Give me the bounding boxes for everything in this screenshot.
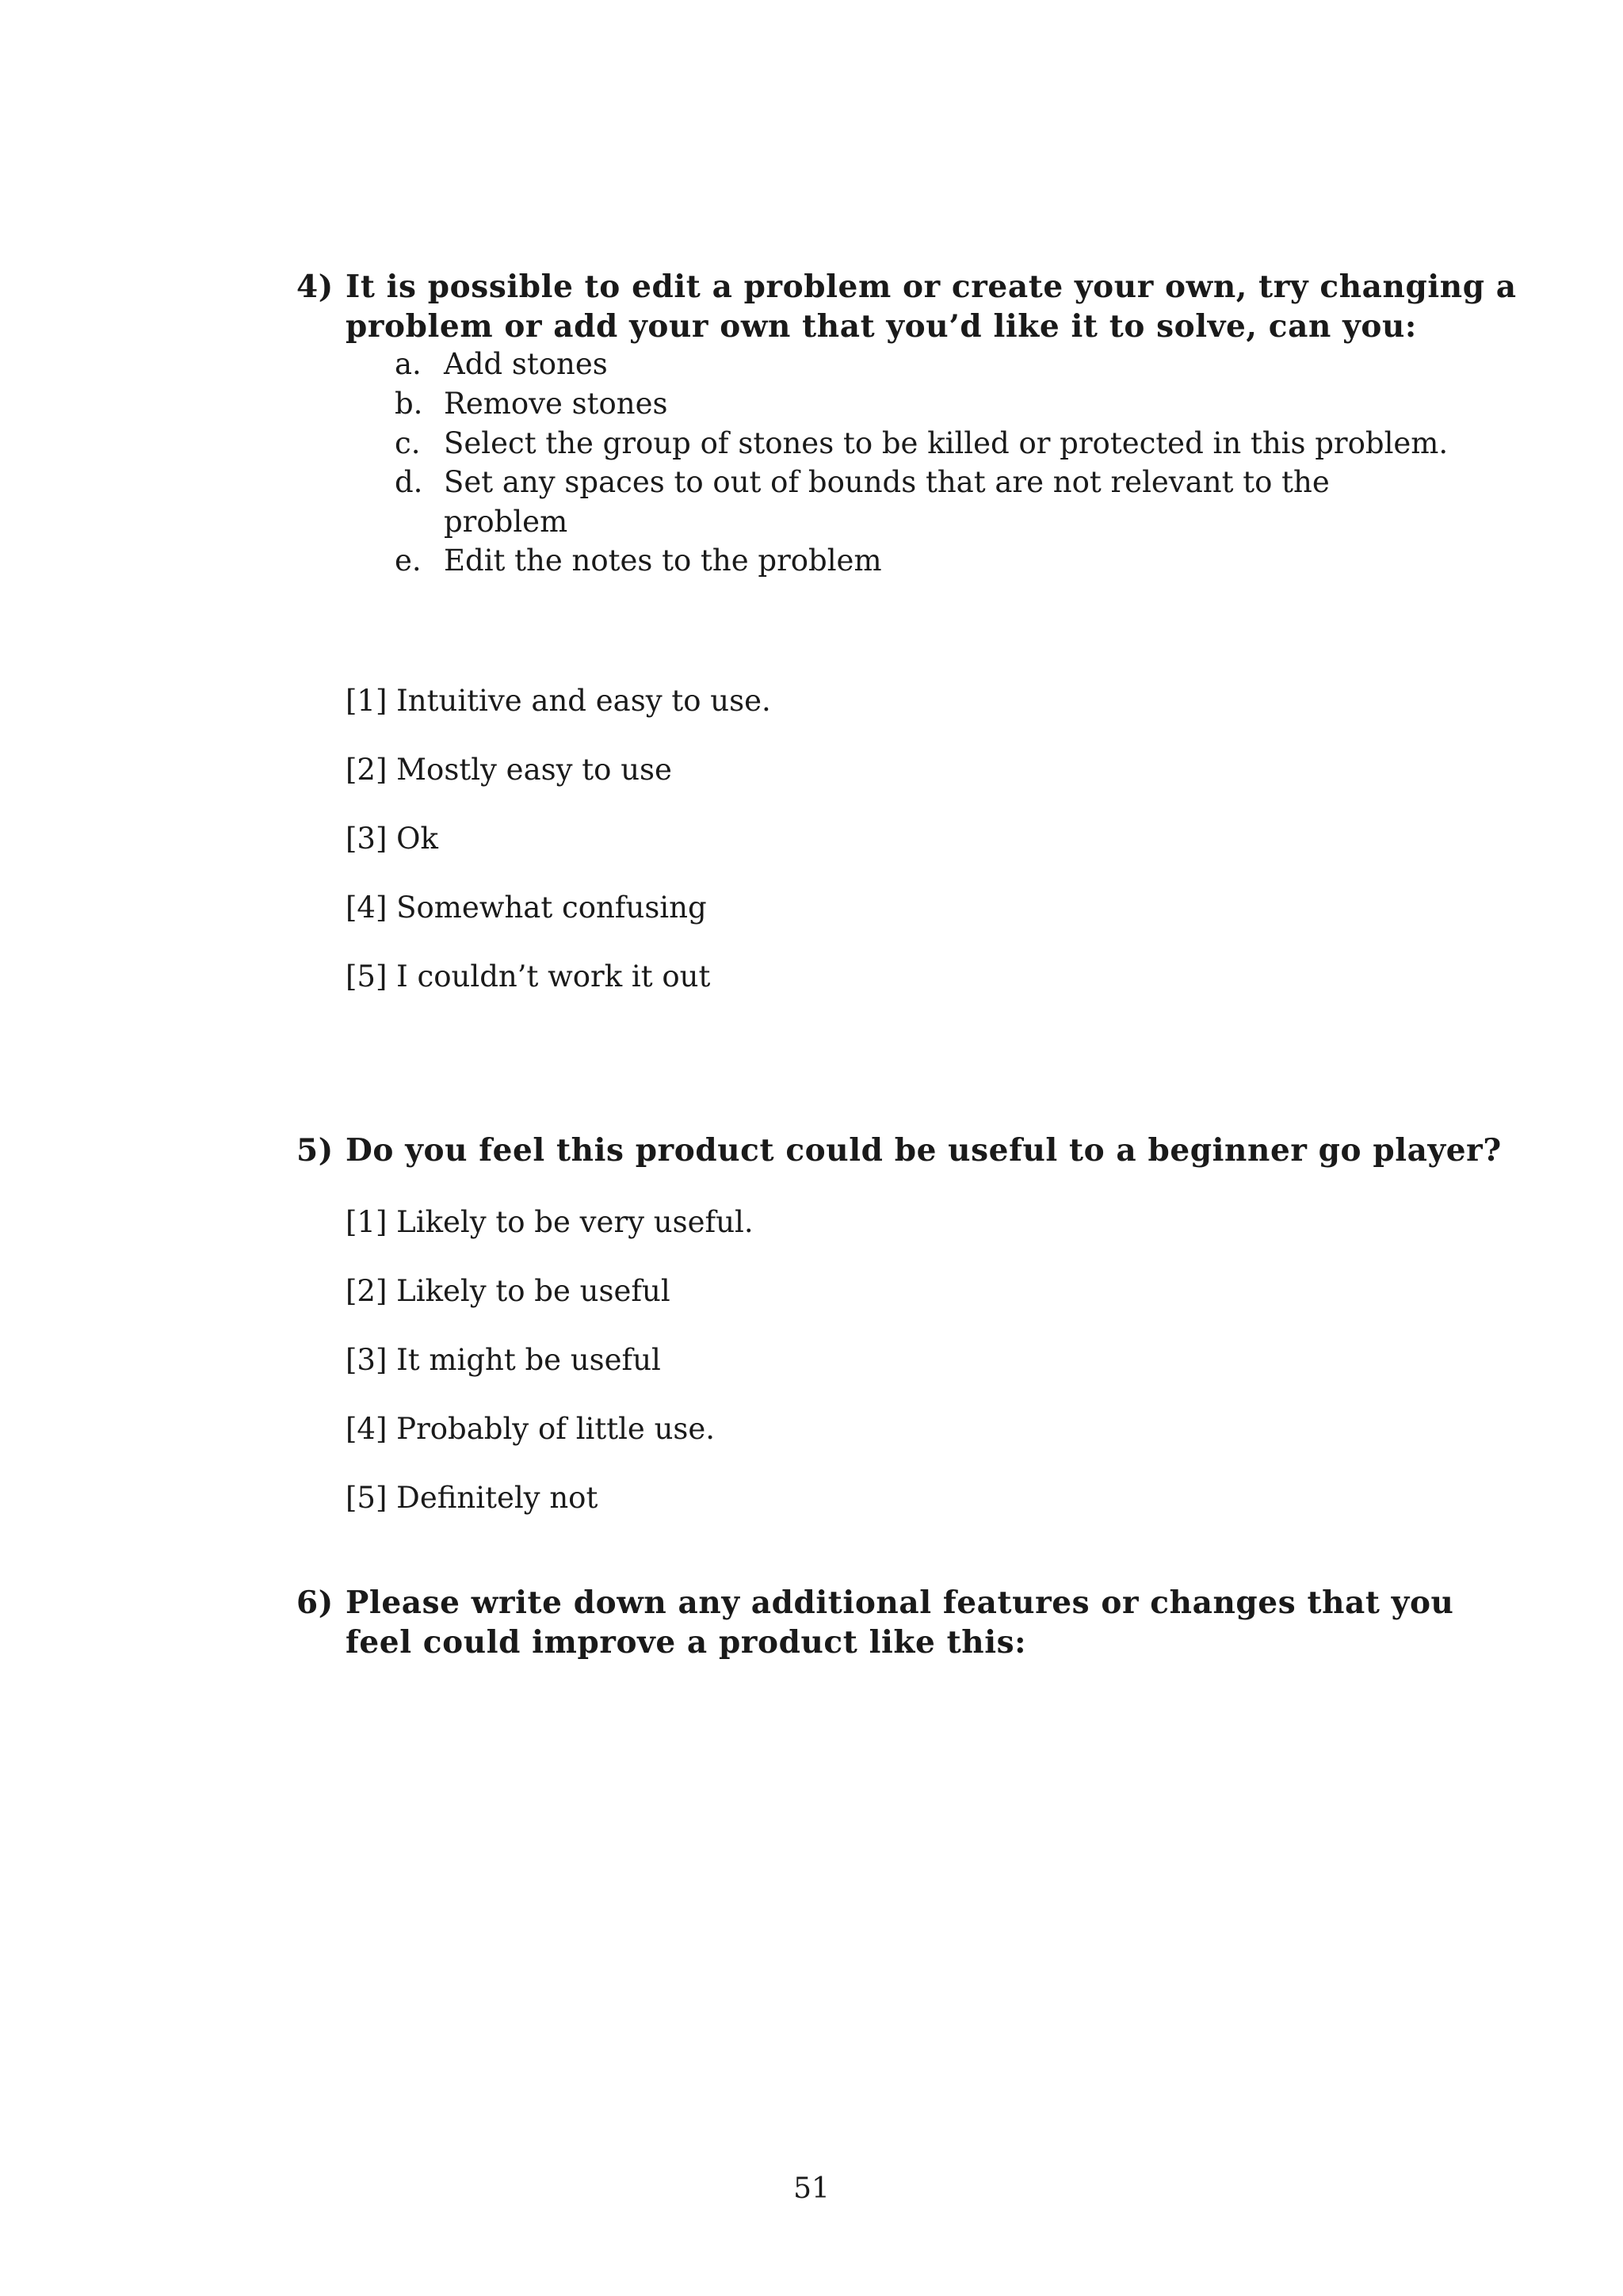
subitem-text: Edit the notes to the problem (444, 543, 882, 578)
page-number: 51 (793, 2172, 830, 2205)
question-6-heading (296, 1583, 1454, 1662)
subitem-text: Remove stones (444, 387, 668, 421)
question-5-number: 5) (296, 1132, 334, 1169)
subitem-letter: b. (395, 387, 423, 421)
question-5-option-3: [3] It might be useful (346, 1343, 661, 1377)
subitem-text-line-2: problem (444, 505, 568, 539)
question-4-text-line-1: It is possible to edit a problem or create your own, try changing a (346, 269, 1517, 305)
question-4-option-5: [5] I couldn’t work it out (346, 959, 711, 994)
question-4-text-line-2: problem or add your own that you’d like it to solve, can you: (346, 308, 1417, 345)
question-4-option-2: [2] Mostly easy to use (346, 753, 672, 787)
question-6-number: 6) (296, 1585, 334, 1621)
subitem-letter: e. (395, 543, 422, 578)
question-6-text-line-2: feel could improve a product like this: (346, 1624, 1027, 1661)
subitem-letter: d. (395, 465, 423, 499)
question-5-option-1: [1] Likely to be very useful. (346, 1205, 754, 1239)
subitem-letter: a. (395, 347, 422, 381)
question-4-option-4: [4] Somewhat confusing (346, 891, 707, 925)
subitem-text: Add stones (444, 347, 608, 381)
question-5-option-5: [5] Definitely not (346, 1481, 598, 1515)
subitem-letter: c. (395, 426, 421, 460)
question-4-number: 4) (296, 269, 334, 305)
subitem-text: Select the group of stones to be killed or protected in this problem. (444, 426, 1449, 460)
question-4-heading (296, 267, 1517, 346)
question-4-option-1: [1] Intuitive and easy to use. (346, 684, 771, 718)
subitem-text-line-1: Set any spaces to out of bounds that are not relevant to the (444, 465, 1330, 499)
question-5-heading (296, 1131, 1502, 1170)
question-5-option-4: [4] Probably of little use. (346, 1412, 716, 1446)
question-5-text: Do you feel this product could be useful to a beginner go player? (346, 1132, 1502, 1169)
question-6-text-line-1: Please write down any additional features or changes that you (346, 1585, 1454, 1621)
question-5-option-2: [2] Likely to be useful (346, 1274, 670, 1308)
question-4-option-3: [3] Ok (346, 822, 438, 856)
